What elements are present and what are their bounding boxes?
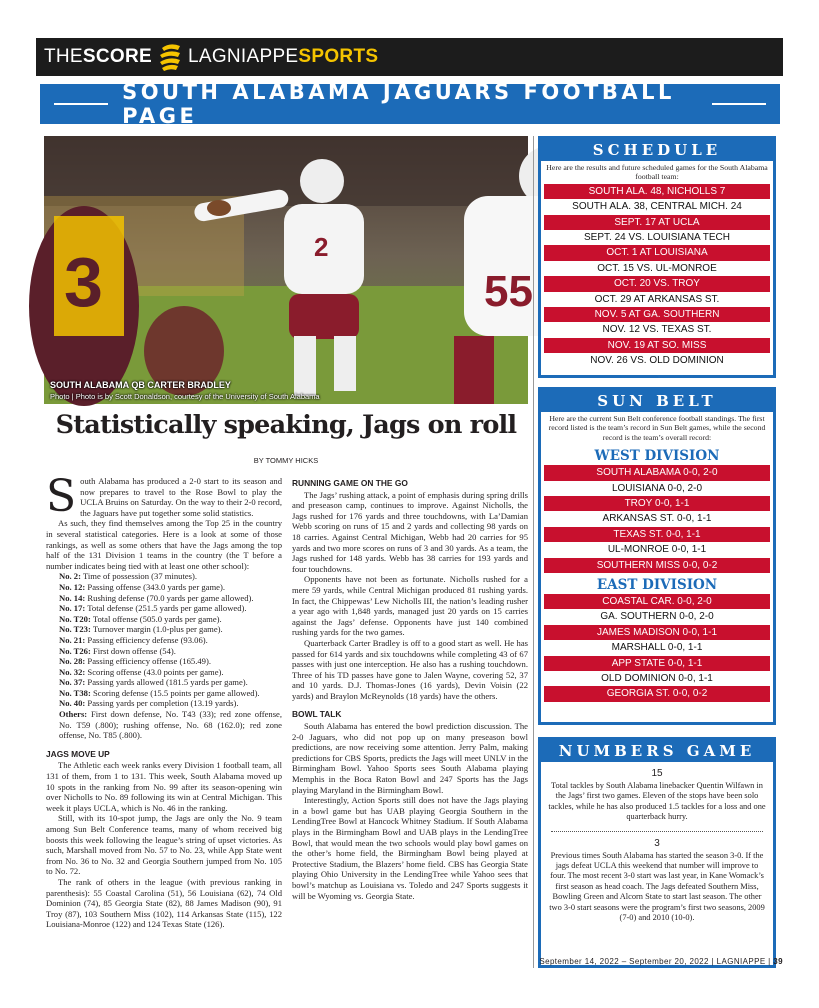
standings-row: ARKANSAS ST. 0-0, 1-1 xyxy=(544,511,770,526)
sun-belt-title: SUN BELT xyxy=(541,390,773,412)
schedule-game-row: SOUTH ALA. 38, CENTRAL MICH. 24 xyxy=(544,199,770,214)
page-footer: September 14, 2022 – September 20, 2022 | LAGNIAPPE | 39 xyxy=(539,957,783,966)
article-headline: Statistically speaking, Jags on roll xyxy=(55,410,517,440)
article-paragraph: Quarterback Carter Bradley is off to a good start as well. He has passed for 614 yards and six touchdowns while completing 43 of 67 passes with just one interception. He also has a rushing touchdown. Three of his TD passes have gone to Jalen Wayne, covering 52, 37 and 10 yards. D.J. Thomas-Jones (16 yards), Devin Voisin (22 yards) and Braylon McReynolds (18 yards) have the others. xyxy=(292,637,528,701)
stat-value: Passing offense (343.0 yards per game). xyxy=(87,581,225,592)
article-paragraph: Interestingly, Action Sports still does not have the Jags playing in a bowl game but has UAB playing Georgia Southern in the LendingTree Bowl at Hancock Whitney Stadium. If South Alabama plays in the Birmingham Bowl and UAB plays in the LendingTree Bowl, that would mean the two schools would play bowl games on the other’s home field, the Birmingham Bowl being played at Protective Stadium, the Blazers’ home field. CBS has Georgia State playing Ohio University in the LendingTree while Yahoo sees that bowl’s matchup as Louisiana vs. Toledo and 247 Sports suggests it will be Wyoming vs. Georgia State. xyxy=(292,795,528,901)
score-swoosh-icon xyxy=(156,42,184,72)
article-paragraph: Opponents have not been as fortunate. Nicholls rushed for a mere 59 yards, while Central Michigan produced 81 rushing yards. In fact, the Chippewas’ Lew Nicholls III, the nation’s leading rusher a year ago with 1,848 yards, managed just 20 yards on 15 carries against the Jags’ defense. Opponents have just 140 combined rushing yards for the two games. xyxy=(292,574,528,638)
photo-credit: Photo | Photo is by Scott Donaldson, courtesy of the University of South Alabama xyxy=(50,392,320,401)
schedule-list xyxy=(541,184,773,369)
standings-row: SOUTHERN MISS 0-0, 0-2 xyxy=(544,558,770,573)
banner-rule-right xyxy=(712,103,766,105)
stat-item xyxy=(46,677,282,688)
stat-value: Passing yards allowed (181.5 yards per game). xyxy=(87,677,248,688)
stat-key: No. 40: xyxy=(59,698,86,709)
schedule-game-row: SOUTH ALA. 48, NICHOLLS 7 xyxy=(544,184,770,199)
numbers-game-title: NUMBERS GAME xyxy=(541,740,773,762)
subhead-bowl-talk: BOWL TALK xyxy=(292,709,342,720)
schedule-intro: Here are the results and future scheduled games for the South Alabama football team: xyxy=(546,163,768,182)
stat-key: No. 32: xyxy=(59,666,86,677)
stat-value: Total offense (505.0 yards per game). xyxy=(92,613,222,624)
subhead-jags-move-up: JAGS MOVE UP xyxy=(46,748,110,759)
stat-key: No. 2: xyxy=(59,571,81,582)
article-paragraph: South Alabama has entered the bowl prediction discussion. The 2-0 Jaguars, who did not pop up on many preseason bowl predictions, are now receiving some attention. Jerry Palm, making predictions for CBS Sports, predicts the Jags will meet UNLV in the Birmingham Bowl. Yahoo Sports sees South Alabama playing Memphis in the Boca Raton Bowl and 247 Sports has the Jags playing Maryland in the Birmingham Bowl. xyxy=(292,721,528,795)
sun-belt-intro: Here are the current Sun Belt conference football standings. The first record listed is the team’s record in Sun Belt games, while the second record is the team’s overall record: xyxy=(548,414,766,442)
stat-value: Time of possession (37 minutes). xyxy=(82,571,197,582)
stat-value: Passing yards per completion (13.19 yards). xyxy=(87,698,239,709)
dotted-divider xyxy=(551,831,763,832)
stat-item xyxy=(46,635,282,646)
intro-text: outh Alabama has produced a 2-0 start to its season and now prepares to travel to the Rose Bowl to play the UCLA Bruins on Saturday. On the way to their 2-0 record, the Jaguars have put together some solid statistics. xyxy=(80,476,282,518)
stat-item xyxy=(46,582,282,593)
article-paragraph: Still, with its 10-spot jump, the Jags are only the No. 9 team among Sun Belt Conference teams, many of whom received big boosts this week following the league’s string of upset victories. As such, Marshall moved from No. 57 to No. 23, while App State went from No. 36 to No. 32 and Georgia Southern jumped from No. 105 to No. 72. xyxy=(46,813,282,877)
sun-belt-box xyxy=(538,387,776,725)
schedule-game-row: OCT. 15 VS. UL-MONROE xyxy=(544,261,770,276)
photo-caption: SOUTH ALABAMA QB CARTER BRADLEY xyxy=(50,380,231,390)
section-header xyxy=(36,38,783,76)
feature-photo xyxy=(44,136,533,404)
schedule-game-row: NOV. 5 AT GA. SOUTHERN xyxy=(544,307,770,322)
stat-value: Passing efficiency defense (93.06). xyxy=(87,634,208,645)
standings-row: UL-MONROE 0-0, 1-1 xyxy=(544,542,770,557)
stat-value: Scoring defense (15.5 points per game allowed). xyxy=(93,687,260,698)
stat-item-others xyxy=(46,709,282,741)
header-score: SCORE xyxy=(82,46,152,67)
number-description: Previous times South Alabama has started the season 3-0. If the jags defeat UCLA this weekend that number will improve to four. The most recent 3-0 start was last year, in Kane Womack’s first season as head coach. The Jags defeated Southern Miss, Bowling Green and Alcorn State to start last season. The other two 3-0 start seasons were the program’s first two seasons, 2009 (7-0) and 2010 (10-0). xyxy=(549,850,765,923)
stat-item xyxy=(46,667,282,678)
page-banner xyxy=(40,80,780,128)
standings-row: TROY 0-0, 1-1 xyxy=(544,496,770,511)
numbers-game-box xyxy=(538,737,776,968)
header-the: THE xyxy=(44,46,83,67)
schedule-title: SCHEDULE xyxy=(541,139,773,161)
stat-value: Turnover margin (1.0-plus per game). xyxy=(92,624,223,635)
article-paragraph: The Jags’ rushing attack, a point of emphasis during spring drills and preseason camp, continues to improve. Against Nicholls, the Jags rushed for 176 yards and three touchdowns, with La’Damian Webb scoring on runs of 15 and 2 yards and collecting 98 yards on 18 carries. Against Central Michigan, Webb had 20 carries for 95 yards and two more scores on runs of 3 and 30 yards. As a team, the Jags rushed for 148 yards. Webb has 38 carries for 193 yards and four touchdowns. xyxy=(292,489,528,574)
svg-text:2: 2 xyxy=(314,232,329,262)
stat-item xyxy=(46,614,282,625)
schedule-box xyxy=(538,136,776,378)
schedule-game-row: NOV. 26 VS. OLD DOMINION xyxy=(544,353,770,368)
west-division-title: WEST DIVISION xyxy=(594,448,720,465)
standings-row: TEXAS ST. 0-0, 1-1 xyxy=(544,527,770,542)
stat-key: No. 14: xyxy=(59,592,86,603)
stat-item xyxy=(46,688,282,699)
standings-row: GEORGIA ST. 0-0, 0-2 xyxy=(544,686,770,701)
standings-row: JAMES MADISON 0-0, 1-1 xyxy=(544,625,770,640)
article-paragraph: As such, they find themselves among the Top 25 in the country in several statistical categories. Here is a look at some of those rankings, as well as some others that have the Jags among the top half of the 131 Division 1 teams in the country (the T before a number indicates being tied with at least one other school): xyxy=(46,518,282,571)
header-sports: SPORTS xyxy=(298,46,379,67)
drop-cap: S xyxy=(46,471,77,522)
east-division-title: EAST DIVISION xyxy=(596,576,718,593)
standings-row: COASTAL CAR. 0-0, 2-0 xyxy=(544,594,770,609)
stat-key: No. 28: xyxy=(59,656,86,667)
schedule-game-row: SEPT. 24 VS. LOUISIANA TECH xyxy=(544,230,770,245)
svg-text:3: 3 xyxy=(64,243,103,321)
stat-value: Passing efficiency offense (165.49). xyxy=(87,656,211,667)
stat-item xyxy=(46,603,282,614)
stat-key: No. 17: xyxy=(59,603,86,614)
standings-row: LOUISIANA 0-0, 2-0 xyxy=(544,481,770,496)
east-division-list xyxy=(541,594,773,702)
schedule-game-row: SEPT. 17 AT UCLA xyxy=(544,215,770,230)
header-lagniappe: LAGNIAPPE xyxy=(187,46,299,67)
standings-row: GA. SOUTHERN 0-0, 2-0 xyxy=(544,609,770,624)
quarterback-photo-illustration xyxy=(44,136,533,404)
stat-item xyxy=(46,656,282,667)
stat-value: First down defense, No. T43 (33); red zone offense, No. T59 (.800); rushing offense, No. 68 (162.0); red zone offense, No. T85 (.800). xyxy=(59,709,282,741)
number-figure: 3 xyxy=(654,837,660,849)
article-column-1 xyxy=(46,471,282,930)
number-figure: 15 xyxy=(651,768,663,779)
footer-dates: September 14, 2022 – September 20, 2022 xyxy=(539,957,709,966)
stat-item xyxy=(46,698,282,709)
stat-value: First down offense (54). xyxy=(93,645,176,656)
stat-key: Others: xyxy=(59,709,88,720)
footer-publication: LAGNIAPPE xyxy=(716,957,766,966)
article-column-2 xyxy=(292,478,528,901)
article-paragraph: The Athletic each week ranks every Division 1 football team, all 131 of them, from 1 to 131. This week, South Alabama moved up 10 spots in the ranking from No. 99 after its season-opening win over Nicholls to No. 89 following its win at Central Michigan. This week it plays UCLA, which is No. 46 in the ranking. xyxy=(46,760,282,813)
stat-list xyxy=(46,571,282,709)
standings-row: MARSHALL 0-0, 1-1 xyxy=(544,640,770,655)
schedule-game-row: OCT. 20 VS. TROY xyxy=(544,276,770,291)
standings-row: APP STATE 0-0, 1-1 xyxy=(544,656,770,671)
stat-key: No. 12: xyxy=(59,581,86,592)
west-division-list xyxy=(541,465,773,573)
standings-row: OLD DOMINION 0-0, 1-1 xyxy=(544,671,770,686)
stat-key: No. 37: xyxy=(59,677,86,688)
stat-item xyxy=(46,624,282,635)
page-number: 39 xyxy=(773,957,783,966)
standings-row: SOUTH ALABAMA 0-0, 2-0 xyxy=(544,465,770,480)
schedule-game-row: OCT. 1 AT LOUISIANA xyxy=(544,245,770,260)
stat-key: No. T26: xyxy=(59,645,91,656)
article-paragraph: The rank of others in the league (with previous ranking in parenthesis): 55 Coastal Carolina (51), 56 Louisiana (62), 74 Old Dominion (74), 85 Georgia State (82), 88 James Madison (90), 91 Troy (87), 103 Southern Miss (102), 114 Arkansas State (115), 122 Louisiana-Monroe (122) and 124 Texas State (126). xyxy=(46,876,282,930)
page-title: SOUTH ALABAMA JAGUARS FOOTBALL PAGE xyxy=(122,80,675,128)
schedule-game-row: OCT. 29 AT ARKANSAS ST. xyxy=(544,292,770,307)
number-description: Total tackles by South Alabama linebacker Quentin Wilfawn in the Jags’ first two games. Eleven of the stops have been solo tackles, while he has also produced 1.5 tackles for a loss and one quarterback hurry. xyxy=(548,781,766,822)
banner-rule-left xyxy=(54,103,108,105)
schedule-game-row: NOV. 12 VS. TEXAS ST. xyxy=(544,322,770,337)
stat-value: Scoring offense (43.0 points per game). xyxy=(87,666,224,677)
stat-item xyxy=(46,593,282,604)
stat-item xyxy=(46,646,282,657)
stat-value: Rushing defense (70.0 yards per game allowed). xyxy=(87,592,254,603)
subhead-running-game: RUNNING GAME ON THE GO xyxy=(292,478,408,488)
column-divider xyxy=(533,136,534,968)
schedule-game-row: NOV. 19 AT SO. MISS xyxy=(544,338,770,353)
article-byline: BY TOMMY HICKS xyxy=(253,456,319,465)
stat-value: Total defense (251.5 yards per game allowed). xyxy=(87,603,247,614)
stat-key: No. T20: xyxy=(59,613,91,624)
stat-key: No. T23: xyxy=(59,624,91,635)
stat-item xyxy=(46,571,282,582)
article-intro-paragraph xyxy=(46,471,282,522)
stat-key: No. T38: xyxy=(59,687,91,698)
svg-text:55: 55 xyxy=(484,267,533,316)
stat-key: No. 21: xyxy=(59,634,86,645)
